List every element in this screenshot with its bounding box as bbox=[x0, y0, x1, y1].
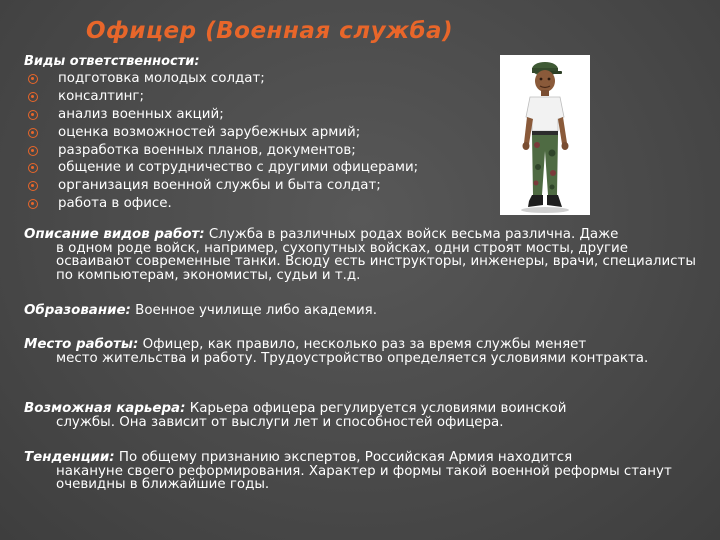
list-item bbox=[24, 70, 504, 88]
education-lead: Образование: bbox=[24, 303, 131, 318]
trends-paragraph bbox=[24, 451, 704, 492]
trends-text-line1: По общему признанию экспертов, Российская Армия находится bbox=[114, 450, 573, 465]
list-item bbox=[24, 124, 504, 142]
education-paragraph bbox=[24, 304, 704, 318]
list-item-text: общение и сотрудничество с другими офицерами; bbox=[58, 160, 419, 176]
list-item bbox=[24, 159, 504, 177]
career-text-line1: Карьера офицера регулируется условиями воинской bbox=[185, 401, 567, 416]
responsibilities-list bbox=[24, 70, 504, 213]
slide-title: Офицер (Военная служба) bbox=[86, 18, 454, 44]
circle-bullet-icon bbox=[28, 163, 38, 173]
list-item bbox=[24, 106, 504, 124]
circle-bullet-icon bbox=[28, 199, 38, 209]
circle-bullet-icon bbox=[28, 110, 38, 120]
trends-text-rest: накануне своего реформирования. Характер и формы такой военной реформы станут очевидны в ближайшие годы. bbox=[56, 463, 672, 493]
list-item bbox=[24, 142, 504, 160]
list-item bbox=[24, 88, 504, 106]
list-item-text: оценка возможностей зарубежных армий; bbox=[58, 124, 361, 140]
circle-bullet-icon bbox=[28, 146, 38, 156]
responsibilities-heading: Виды ответственности: bbox=[24, 54, 200, 69]
list-item-text: разработка военных планов, документов; bbox=[58, 142, 356, 158]
list-item-text: подготовка молодых солдат; bbox=[58, 71, 265, 86]
soldier-illustration bbox=[500, 55, 590, 215]
career-text-rest: службы. Она зависит от выслуги лет и способностей офицера. bbox=[56, 414, 504, 430]
workplace-text-line1: Офицер, как правило, несколько раз за время службы меняет bbox=[138, 337, 587, 352]
workplace-lead: Место работы: bbox=[24, 337, 139, 352]
list-item-text: организация военной службы и быта солдат; bbox=[58, 178, 381, 194]
workplace-paragraph bbox=[24, 338, 704, 365]
list-item-text: анализ военных акций; bbox=[58, 106, 224, 122]
description-paragraph bbox=[24, 228, 704, 282]
list-item bbox=[24, 195, 504, 213]
career-paragraph bbox=[24, 402, 704, 429]
description-text-rest: в одном роде войск, например, сухопутных войсках, одни строят мосты, другие осваивают современные танки. Всюду есть инструкторы, инженеры, врачи, специалисты по компьютерам, экономисты, судьи и т.д. bbox=[56, 240, 696, 283]
list-item-text: работа в офисе. bbox=[58, 196, 172, 212]
circle-bullet-icon bbox=[28, 74, 38, 84]
list-item-text: консалтинг; bbox=[58, 88, 144, 104]
education-text: Военное училище либо академия. bbox=[130, 303, 377, 318]
trends-lead: Тенденции: bbox=[24, 450, 115, 465]
circle-bullet-icon bbox=[28, 92, 38, 102]
description-text-line1: Служба в различных родах войск весьма различна. Даже bbox=[204, 227, 619, 242]
circle-bullet-icon bbox=[28, 181, 38, 191]
career-lead: Возможная карьера: bbox=[24, 401, 186, 416]
description-lead: Описание видов работ: bbox=[24, 227, 205, 242]
list-item bbox=[24, 177, 504, 195]
circle-bullet-icon bbox=[28, 128, 38, 138]
workplace-text-rest: место жительства и работу. Трудоустройство определяется условиями контракта. bbox=[56, 350, 649, 366]
